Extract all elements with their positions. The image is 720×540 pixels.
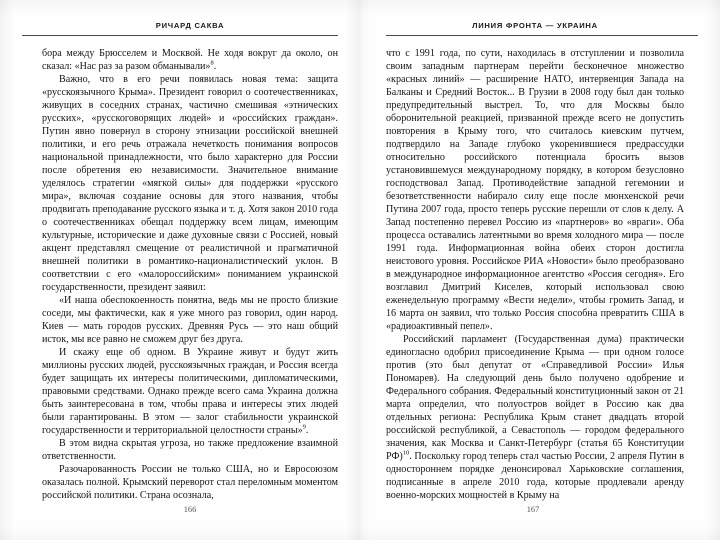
paragraph-text: В этом видна скрытая угроза, но также предложение взаимной ответственности. <box>42 437 338 462</box>
paragraph <box>42 47 338 73</box>
header-rule-left <box>22 35 338 36</box>
paragraph-tail: . Поскольку город теперь стал частью России, 2 апреля Путин в одностороннем порядке денонсировал Харьковские соглашения, подписанные в апреле 2010 года, которые продлевали аренду военно-морских мощностей в Крыму на <box>386 450 684 501</box>
paragraph <box>42 294 338 346</box>
paragraph <box>386 47 684 333</box>
paragraph-text: «И наша обеспокоенность понятна, ведь мы не просто близкие соседи, мы фактически, как я уже много раз говорил, один народ. Киев — мать городов русских. Древняя Русь — это наш общий исток, мы все равно не сможем друг без друга. <box>42 294 338 345</box>
running-head-left: РИЧАРД САКВА <box>155 21 225 30</box>
footnote-marker: 9 <box>302 423 306 431</box>
paragraph-tail: . <box>213 60 217 72</box>
page-right <box>360 0 720 540</box>
body-text-left <box>42 47 338 502</box>
header-rule-right <box>386 35 698 36</box>
paragraph-text: бора между Брюсселем и Москвой. Не ходя вокруг да около, он сказал: «Нас раз за разом обманывали» <box>42 47 338 72</box>
paragraph <box>42 463 338 502</box>
paragraph <box>42 73 338 294</box>
page-number-left: 166 <box>183 505 197 514</box>
footnote-marker: 10 <box>402 449 410 457</box>
paragraph-text: Важно, что в его речи появилась новая тема: защита «русскоязычного Крыма». Президент говорил о соотечественниках, живущих в соседних странах, частично смешивая «этнических русских», «русскоговорящих людей» и «российских граждан». Путин явно повернул в сторону этнизации российской внешней политики, и его речь отражала нечеткость понимания вопросов национальной принадлежности, что было характерно для России после обретения ею независимости. Значительное внимание уделялось стратегии «мягкой силы» для поддержки «русского мира», включая создание основы для этого названия, чтобы продвигать преподавание русского языка и т. д. Хотя закон 2010 года о соотечественниках обещал поддержку всем лицам, имеющим культурные, исторические и даже духовные связи с Россией, новый акцент представлял смещение от реалистичной и прагматичной внешней политики в романтико-националистический уклон. В соответствии с его «малороссийским» пониманием украинской государственности, президент заявил: <box>42 73 338 293</box>
paragraph-text: И скажу еще об одном. В Украине живут и будут жить миллионы русских людей, русскоязычных граждан, и Россия всегда будет защищать их интересы политическими, дипломатическими, правовыми средствами. Однако прежде всего сама Украина должна быть заинтересована в том, чтобы права и интересы этих людей были гарантированы. В этом — залог стабильности украинской государственности и территориальной целостности страны» <box>42 346 338 436</box>
paragraph-tail: . <box>305 424 309 436</box>
page-number-right: 167 <box>526 505 540 514</box>
body-text-right <box>386 47 684 502</box>
paragraph-text: Российский парламент (Государственная дума) практически единогласно одобрил присоединение Крыма — при одном голосе против (это был депутат от «Справедливой России» Илья Пономарев). На следующий день было получено одобрение и Федерального собрания. Федеральный конституционный закон от 21 марта определил, что полуостров войдет в Россию как два отдельных региона: Республика Крым станет двадцать второй российской республикой, а Севастополь — городом федерального значения, как Москва и Санкт-Петербург (статья 65 Конституции РФ) <box>386 333 684 462</box>
paragraph <box>386 333 684 502</box>
running-head-right: ЛИНИЯ ФРОНТА — УКРАИНА <box>472 21 598 30</box>
footnote-marker: 8 <box>210 59 214 67</box>
paragraph <box>42 437 338 463</box>
paragraph <box>42 346 338 437</box>
paragraph-text: что с 1991 года, по сути, находилась в отступлении и позволила своим западным партнерам перейти бесконечное множество «красных линий» — расширение НАТО, интервенция Запада на Балканы и Средний Восток... В Грузии в 2008 году был дан только предупредительный выстрел. То, что для Москвы было оборонительной реакцией, призванной прежде всего не допустить повторения в Крыму того, что считалось киевским путчем, подтвердило на Западе глубоко укоренившиеся предрассудки относительно российского потенциала бросить вызов установившемуся международному порядку, в котором безусловно господствовал Запад. Противодействие западной гегемонии и безответственности набирало силу еще после мюнхенской речи Путина 2007 года, просто теперь русские перешли от слов к делу. А Запад постепенно перевел Россию из «партнеров» во «враги». Оба процесса оставались латентными во время холодного мира — после 1991 года. Информационная война обеих сторон достигла неистового уровня. Российское РИА «Новости» было преобразовано в международное информационное агентство «Россия сегодня». Его возглавил Дмитрий Киселев, который использовал свою еженедельную программу «Вести недели», чтобы громить Запад, и 16 марта он заявил, что только Россия способна превратить США в «радиоактивный пепел». <box>386 47 684 332</box>
paragraph-text: Разочарованность России не только США, но и Евросоюзом оказалась полной. Крымский переворот стал переломным моментом российской политики. Страна осознала, <box>42 463 338 501</box>
